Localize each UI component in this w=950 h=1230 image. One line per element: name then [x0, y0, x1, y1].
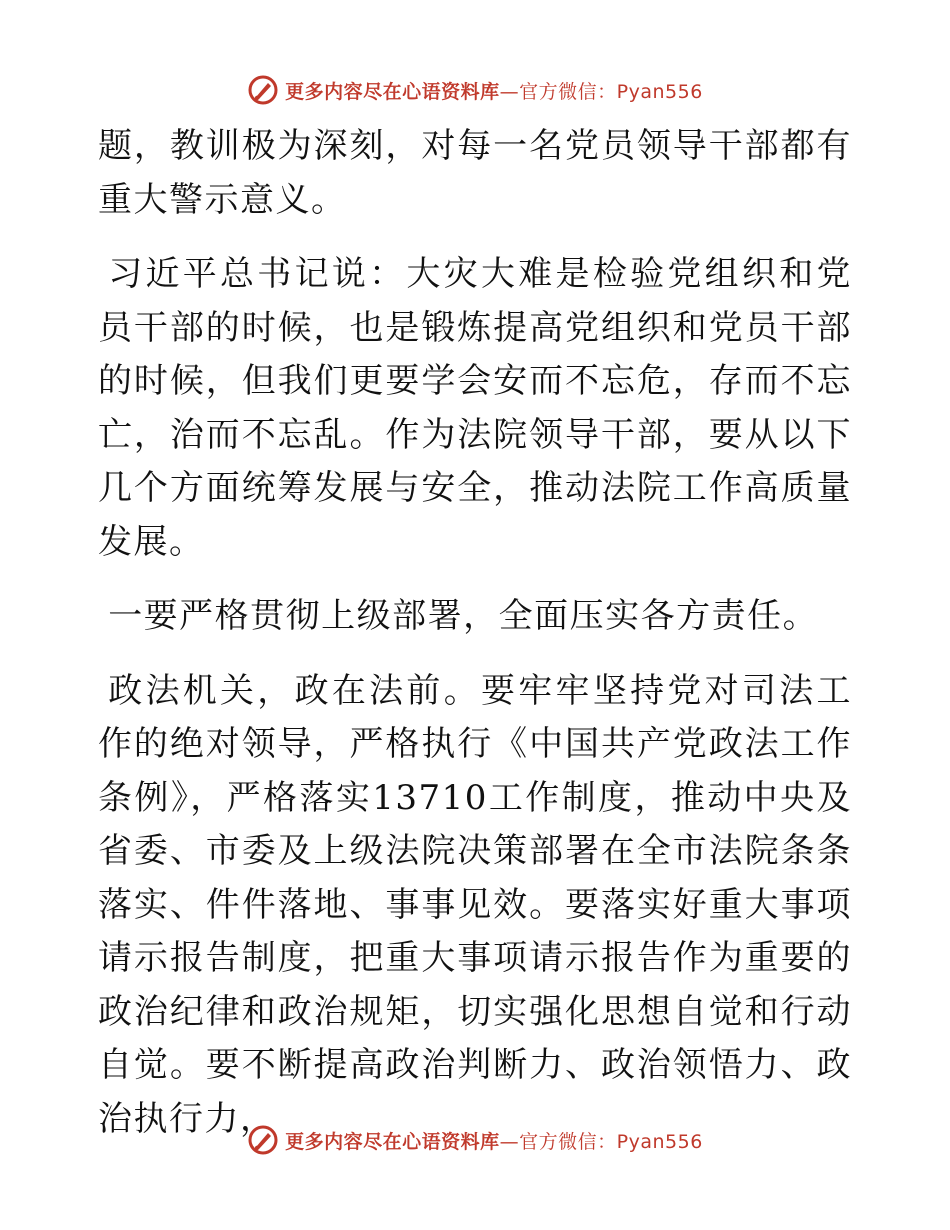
- watermark-rest: 官方微信：Pyan556: [519, 1130, 703, 1153]
- paragraph-quote: 习近平总书记说：大灾大难是检验党组织和党员干部的时候，也是锻炼提高党组织和党员干部的时候，但我们更要学会安而不忘危，存而不忘亡，治而不忘乱。作为法院领导干部，要从以下几个方面统筹发展与安全，推动法院工作高质量发展。: [98, 254, 852, 562]
- watermark-banner-bottom: [0, 1120, 950, 1160]
- document-body: [98, 120, 852, 1146]
- brush-pen-logo-icon: [247, 74, 279, 106]
- watermark-text: [285, 77, 703, 104]
- paragraph-continuation: 题，教训极为深刻，对每一名党员领导干部都有重大警示意义。: [98, 126, 852, 220]
- watermark-lead: 更多内容尽在心语资料库: [285, 80, 500, 103]
- paragraph-heading-one: 一要严格贯彻上级部署，全面压实各方责任。: [108, 596, 819, 636]
- watermark-dash: —: [499, 80, 520, 103]
- watermark-dash: —: [499, 1130, 520, 1153]
- brush-pen-logo-icon: [247, 1124, 279, 1156]
- watermark-banner-top: [0, 70, 950, 110]
- watermark-text: [285, 1127, 703, 1154]
- watermark-lead: 更多内容尽在心语资料库: [285, 1130, 500, 1153]
- watermark-rest: 官方微信：Pyan556: [519, 80, 703, 103]
- paragraph-politics-law: 政法机关，政在法前。要牢牢坚持党对司法工作的绝对领导，严格执行《中国共产党政法工作条例》，严格落实13710工作制度，推动中央及省委、市委及上级法院决策部署在全市法院条条落实、件件落地、事事见效。要落实好重大事项请示报告制度，把重大事项请示报告作为重要的政治纪律和政治规矩，切实强化思想自觉和行动自觉。要不断提高政治判断力、政治领悟力、政治执行力，: [98, 670, 852, 1139]
